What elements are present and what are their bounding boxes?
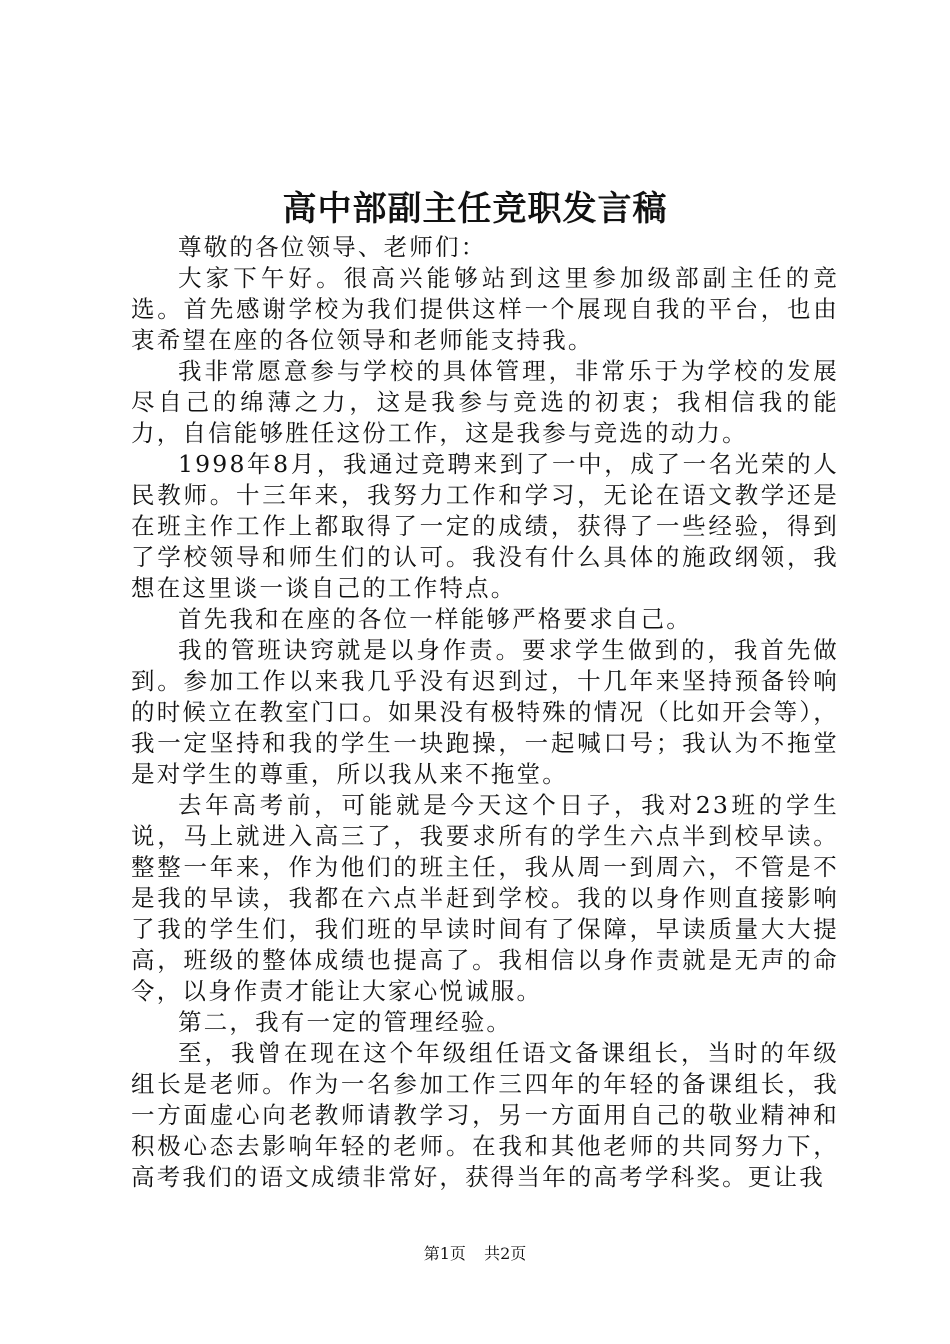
document-title: 高中部副主任竞职发言稿	[282, 189, 668, 229]
page-total: 共2页	[484, 1244, 527, 1263]
document-body	[131, 232, 839, 1193]
body-paragraph: 我非常愿意参与学校的具体管理，非常乐于为学校的发展尽自己的绵薄之力，这是我参与竞选的初衷；我相信我的能力，自信能够胜任这份工作，这是我参与竞选的动力。	[131, 357, 839, 447]
body-paragraph: 第二，我有一定的管理经验。	[178, 1008, 513, 1036]
body-paragraph: 我的管班诀窍就是以身作责。要求学生做到的，我首先做到。参加工作以来我几乎没有迟到过，十几年来坚持预备铃响的时候立在教室门口。如果没有极特殊的情况（比如开会等），我一定坚持和我的学生一块跑操，一起喊口号；我认为不拖堂是对学生的尊重，所以我从来不拖堂。	[131, 636, 839, 788]
body-paragraph: 大家下午好。很高兴能够站到这里参加级部副主任的竞选。首先感谢学校为我们提供这样一个展现自我的平台，也由衷希望在座的各位领导和老师能支持我。	[131, 264, 839, 354]
salutation-paragraph: 尊敬的各位领导、老师们：	[178, 233, 487, 261]
body-paragraph: 1998年8月，我通过竞聘来到了一中，成了一名光荣的人民教师。十三年来，我努力工作和学习，无论在语文教学还是在班主作工作上都取得了一定的成绩，获得了一些经验，得到了学校领导和师生们的认可。我没有什么具体的施政纲领，我想在这里谈一谈自己的工作特点。	[131, 450, 839, 602]
body-paragraph: 至，我曾在现在这个年级组任语文备课组长，当时的年级组长是老师。作为一名参加工作三四年的年轻的备课组长，我一方面虚心向老教师请教学习，另一方面用自己的敬业精神和积极心态去影响年轻的老师。在我和其他老师的共同努力下，高考我们的语文成绩非常好，获得当年的高考学科奖。更让我	[131, 1039, 839, 1191]
page-number: 第1页	[423, 1244, 466, 1263]
page-footer	[0, 1242, 950, 1266]
body-paragraph: 首先我和在座的各位一样能够严格要求自己。	[178, 605, 692, 633]
body-paragraph: 去年高考前，可能就是今天这个日子，我对23班的学生说，马上就进入高三了，我要求所有的学生六点半到校早读。整整一年来，作为他们的班主任，我从周一到周六，不管是不是我的早读，我都在六点半赶到学校。我的以身作则直接影响了我的学生们，我们班的早读时间有了保障，早读质量大大提高，班级的整体成绩也提高了。我相信以身作责就是无声的命令，以身作责才能让大家心悦诚服。	[131, 791, 839, 1005]
